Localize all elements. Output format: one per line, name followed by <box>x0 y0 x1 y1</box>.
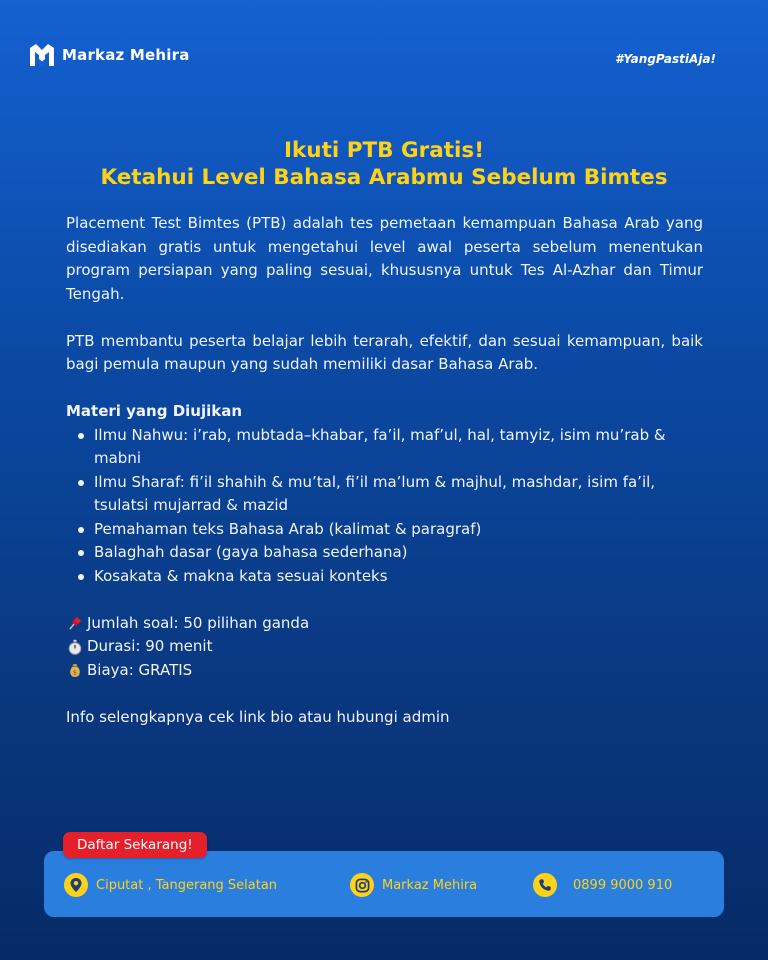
phone-number: 0899 9000 910 <box>573 877 673 893</box>
brand-logo <box>28 42 190 68</box>
register-button[interactable]: Daftar Sekarang! <box>63 832 207 858</box>
stopwatch-icon <box>66 638 84 656</box>
intro-paragraph: Placement Test Bimtes (PTB) adalah tes pemetaan kemampuan Bahasa Arab yang disediakan gratis untuk mengetahui level awal peserta sebelum menentukan program persiapan yang paling sesuai, khususnya untuk Tes Al-Azhar dan Timur Tengah. <box>66 214 703 303</box>
test-facts <box>66 612 703 683</box>
footer-instagram[interactable] <box>350 873 477 897</box>
benefit-paragraph: PTB membantu peserta belajar lebih terarah, efektif, dan sesuai kemampuan, baik bagi pemula maupun yang sudah memiliki dasar Bahasa Arab. <box>66 331 703 373</box>
fact-cost <box>66 659 703 683</box>
materi-list <box>66 424 703 589</box>
headline-line-2: Ketahui Level Bahasa Arabmu Sebelum Bimtes <box>100 165 668 190</box>
phone-icon <box>533 873 557 897</box>
location-text: Ciputat , Tangerang Selatan <box>96 877 278 893</box>
contact-footer <box>44 851 724 917</box>
fact-text: Biaya: GRATIS <box>87 660 193 679</box>
main-content <box>66 212 703 729</box>
fact-duration <box>66 635 703 659</box>
brand-name: Markaz Mehira <box>62 46 190 64</box>
fact-question-count <box>66 612 703 636</box>
footer-phone[interactable] <box>533 873 672 897</box>
headline-line-1: Ikuti PTB Gratis! <box>283 138 485 163</box>
fact-text: Durasi: 90 menit <box>87 637 213 655</box>
list-item: Kosakata & makna kata sesuai konteks <box>76 565 703 589</box>
instagram-handle: Markaz Mehira <box>382 877 478 893</box>
materi-heading: Materi yang Diujikan <box>66 402 243 420</box>
footer-location <box>64 873 277 897</box>
pushpin-icon <box>66 614 84 632</box>
m-monogram-icon <box>28 42 56 68</box>
list-item: Ilmu Sharaf: fi’il shahih & mu’tal, fi’il ma’lum & majhul, mashdar, isim fa’il, tsulatsi mujarrad & mazid <box>76 471 703 518</box>
hashtag: #YangPastiAja! <box>615 52 716 66</box>
list-item: Ilmu Nahwu: i’rab, mubtada–khabar, fa’il, maf’ul, hal, tamyiz, isim mu’rab & mabni <box>76 424 703 471</box>
location-pin-icon <box>64 873 88 897</box>
list-item: Pemahaman teks Bahasa Arab (kalimat & paragraf) <box>76 518 703 542</box>
fact-text: Jumlah soal: 50 pilihan ganda <box>87 613 310 632</box>
list-item: Balaghah dasar (gaya bahasa sederhana) <box>76 541 703 565</box>
instagram-icon <box>350 873 374 897</box>
money-bag-icon <box>66 661 84 679</box>
headline <box>0 137 768 191</box>
info-line: Info selengkapnya cek link bio atau hubungi admin <box>66 707 450 726</box>
svg-text:$: $ <box>72 668 78 677</box>
